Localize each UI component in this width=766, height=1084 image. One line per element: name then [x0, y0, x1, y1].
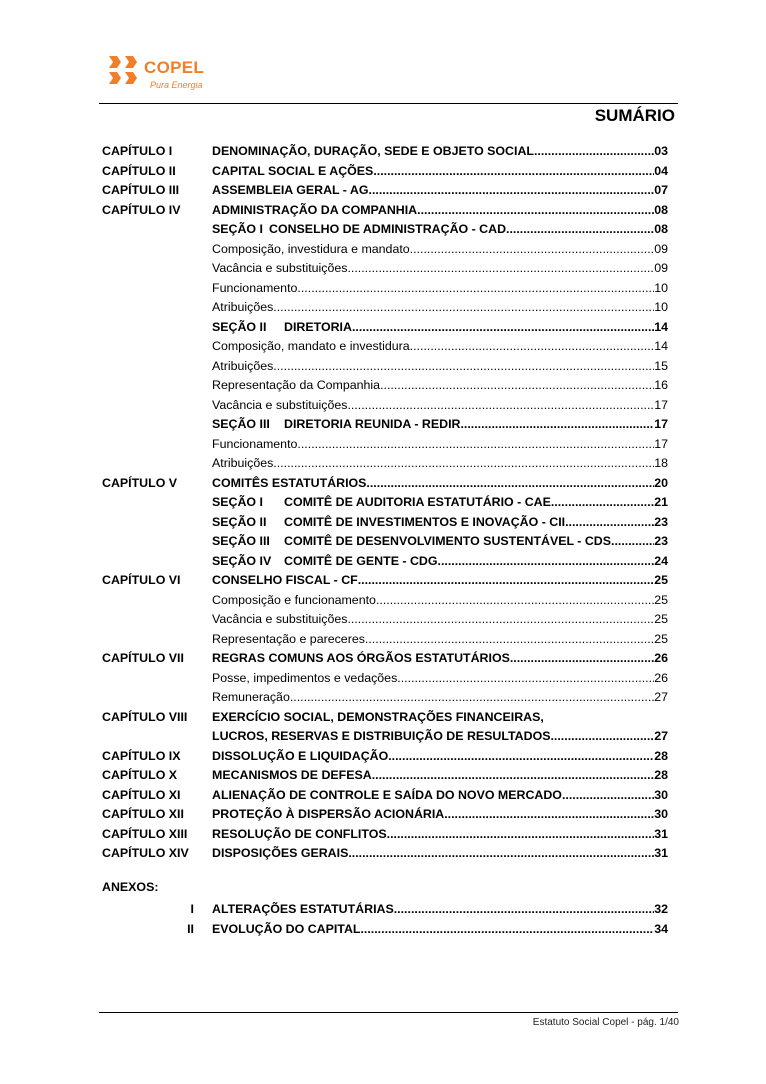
toc-label: DISPOSIÇÕES GERAIS [212, 846, 349, 860]
toc-label: Representação da Companhia [212, 378, 381, 392]
toc-page-number: 28 [654, 748, 668, 763]
anexo-label: EVOLUÇÃO DO CAPITAL [212, 921, 361, 936]
toc-page-number: 17 [654, 436, 668, 451]
anexo-label: ALTERAÇÕES ESTATUTÁRIAS [212, 902, 394, 916]
toc-chapter: CAPÍTULO X [102, 768, 178, 782]
toc-leader [376, 591, 654, 611]
toc-row [102, 396, 668, 416]
toc-page-number: 26 [654, 670, 668, 685]
toc-label: Composição e funcionamento [212, 592, 376, 607]
toc-leader [273, 298, 654, 318]
toc-page-number: 04 [654, 163, 668, 178]
toc-label: Funcionamento [212, 280, 298, 295]
toc-row [102, 708, 668, 728]
toc-page-number: 17 [654, 417, 668, 431]
toc-leader [506, 220, 654, 240]
anexo-page-number: 32 [654, 902, 668, 916]
toc-label: COMITÊ DE INVESTIMENTOS E INOVAÇÃO - CII [284, 514, 566, 529]
toc-label: DIRETORIA [284, 319, 352, 334]
toc-leader [372, 766, 654, 786]
toc-row [102, 532, 668, 552]
toc-label: PROTEÇÃO À DISPERSÃO ACIONÁRIA [212, 807, 445, 821]
toc-section-number: SEÇÃO I [212, 495, 263, 509]
toc-label: COMITÊ DE AUDITORIA ESTATUTÁRIO - CAE [284, 495, 551, 509]
toc-chapter: CAPÍTULO IV [102, 202, 181, 217]
toc-page-number: 28 [654, 768, 668, 782]
toc-row [102, 610, 668, 630]
table-of-contents [102, 142, 668, 864]
toc-page-number: 26 [654, 651, 668, 665]
toc-page-number: 18 [654, 456, 668, 470]
toc-leader [611, 532, 654, 552]
toc-chapter: CAPÍTULO V [102, 475, 178, 490]
toc-leader [380, 376, 654, 396]
toc-row [102, 571, 668, 591]
toc-label: Representação e pareceres [212, 631, 365, 646]
toc-leader [297, 279, 654, 299]
toc-page-number: 16 [654, 378, 668, 392]
toc-leader [438, 552, 655, 572]
toc-chapter: CAPÍTULO XIII [102, 826, 188, 841]
toc-page-number: 03 [654, 144, 668, 158]
toc-row [102, 337, 668, 357]
toc-label: COMITÊ DE GENTE - CDG [284, 553, 438, 568]
page-footer: Estatuto Social Copel - pág. 1/40 [532, 1017, 679, 1028]
anexo-row [102, 900, 668, 920]
toc-label: REGRAS COMUNS AOS ÓRGÃOS ESTATUTÁRIOS [212, 651, 510, 665]
toc-label: COMITÊS ESTATUTÁRIOS [212, 475, 367, 490]
brand-name: COPEL [144, 58, 205, 77]
toc-leader [347, 259, 654, 279]
toc-leader [373, 162, 654, 182]
anexo-number: II [187, 921, 194, 936]
toc-leader [562, 786, 654, 806]
toc-row [102, 844, 668, 864]
toc-label: Composição, mandato e investidura [212, 339, 410, 353]
toc-section-number: SEÇÃO II [212, 514, 267, 529]
toc-chapter: CAPÍTULO XII [102, 807, 184, 821]
toc-label: Posse, impedimentos e vedações [212, 670, 398, 685]
toc-section-number: SEÇÃO II [212, 319, 267, 334]
toc-page-number: 25 [654, 612, 668, 626]
toc-page-number: 14 [654, 339, 668, 353]
toc-label: MECANISMOS DE DEFESA [212, 768, 372, 782]
toc-leader [388, 747, 654, 767]
toc-leader [387, 825, 655, 845]
toc-page-number: 30 [654, 807, 668, 821]
toc-page-number: 23 [654, 514, 668, 529]
toc-label: DISSOLUÇÃO E LIQUIDAÇÃO [212, 748, 389, 763]
toc-label: DIRETORIA REUNIDA - REDIR [284, 417, 461, 431]
toc-label: COMITÊ DE DESENVOLVIMENTO SUSTENTÁVEL - CDS [284, 534, 612, 548]
toc-row [102, 376, 668, 396]
toc-page-number: 23 [654, 534, 668, 548]
toc-leader [417, 201, 654, 221]
toc-chapter: CAPÍTULO VII [102, 651, 184, 665]
toc-leader [551, 493, 654, 513]
toc-row [102, 649, 668, 669]
toc-leader [348, 844, 654, 864]
toc-page-number: 24 [654, 553, 668, 568]
toc-row [102, 415, 668, 435]
toc-label: CONSELHO DE ADMINISTRAÇÃO - CAD [269, 222, 507, 236]
toc-page-number: 27 [654, 690, 668, 704]
toc-page-number: 20 [654, 475, 668, 490]
toc-label: Vacância e substituições [212, 612, 348, 626]
toc-row [102, 279, 668, 299]
toc-leader [297, 435, 654, 455]
anexo-row [102, 920, 668, 940]
anexo-number: I [190, 902, 194, 916]
toc-row [102, 805, 668, 825]
toc-page-number: 31 [654, 846, 668, 860]
toc-row [102, 240, 668, 260]
toc-label: Composição, investidura e mandato [212, 241, 410, 256]
toc-row [102, 591, 668, 611]
toc-chapter: CAPÍTULO XIV [102, 846, 189, 860]
toc-chapter: CAPÍTULO VI [102, 573, 181, 587]
toc-page-number: 14 [654, 319, 668, 334]
toc-section-number: SEÇÃO III [212, 534, 270, 548]
toc-row [102, 669, 668, 689]
page-title: SUMÁRIO [594, 106, 675, 125]
toc-leader [365, 630, 654, 650]
toc-leader [410, 337, 655, 357]
toc-label: RESOLUÇÃO DE CONFLITOS [212, 826, 387, 841]
toc-leader [358, 571, 654, 591]
anexo-page-number: 34 [654, 921, 668, 936]
toc-leader [534, 142, 654, 162]
toc-page-number: 31 [654, 826, 668, 841]
toc-page-number: 15 [654, 358, 668, 373]
toc-page-number: 25 [654, 592, 668, 607]
toc-label: ASSEMBLEIA GERAL - AG [212, 183, 369, 197]
toc-leader [397, 669, 654, 689]
toc-row [102, 318, 668, 338]
toc-row [102, 493, 668, 513]
toc-leader [510, 649, 654, 669]
toc-page-number: 09 [654, 241, 668, 256]
toc-page-number: 21 [654, 495, 668, 509]
toc-section-number: SEÇÃO III [212, 417, 270, 431]
toc-page-number: 17 [654, 397, 668, 412]
toc-leader [550, 727, 654, 747]
toc-row [102, 259, 668, 279]
toc-label: EXERCÍCIO SOCIAL, DEMONSTRAÇÕES FINANCEIRAS, [212, 709, 544, 724]
bottom-divider [99, 1012, 678, 1013]
toc-page-number: 25 [654, 631, 668, 646]
toc-row [102, 201, 668, 221]
toc-label: Atribuições [212, 358, 274, 373]
toc-label: ADMINISTRAÇÃO DA COMPANHIA [212, 202, 418, 217]
toc-leader [565, 513, 654, 533]
anexos-heading: ANEXOS: [102, 880, 159, 894]
toc-row [102, 766, 668, 786]
toc-page-number: 10 [654, 280, 668, 295]
toc-page-number: 08 [654, 202, 668, 217]
brand-tagline: Pura Energia [150, 80, 203, 90]
toc-leader [273, 454, 654, 474]
top-divider [99, 103, 678, 104]
toc-page-number: 25 [654, 573, 668, 587]
toc-label: ALIENAÇÃO DE CONTROLE E SAÍDA DO NOVO MERCADO [212, 787, 562, 802]
toc-row [102, 454, 668, 474]
toc-leader [290, 688, 654, 708]
toc-label: Atribuições [212, 300, 274, 314]
toc-leader [369, 181, 655, 201]
toc-page-number: 07 [654, 183, 668, 197]
toc-section-number: SEÇÃO IV [212, 553, 272, 568]
toc-chapter: CAPÍTULO XI [102, 787, 181, 802]
toc-page-number: 30 [654, 787, 668, 802]
toc-row [102, 298, 668, 318]
toc-leader [347, 610, 654, 630]
toc-label: Vacância e substituições [212, 261, 348, 275]
toc-leader [352, 318, 654, 338]
toc-label: Atribuições [212, 456, 274, 470]
copel-logo [106, 54, 226, 96]
toc-page-number: 09 [654, 261, 668, 275]
toc-leader [347, 396, 654, 416]
toc-label: CONSELHO FISCAL - CF [212, 573, 358, 587]
toc-row [102, 162, 668, 182]
toc-label: Vacância e substituições [212, 397, 348, 412]
toc-label: DENOMINAÇÃO, DURAÇÃO, SEDE E OBJETO SOCIAL [212, 144, 534, 158]
toc-leader [360, 920, 654, 940]
toc-section-number: SEÇÃO I [212, 222, 263, 236]
toc-label: Remuneração [212, 690, 290, 704]
toc-row [102, 825, 668, 845]
toc-label: CAPITAL SOCIAL E AÇÕES [212, 163, 374, 178]
toc-page-number: 10 [654, 300, 668, 314]
toc-row [102, 142, 668, 162]
toc-chapter: CAPÍTULO I [102, 144, 173, 158]
toc-leader [273, 357, 654, 377]
toc-row [102, 220, 668, 240]
toc-row [102, 727, 668, 747]
toc-chapter: CAPÍTULO II [102, 163, 176, 178]
copel-logo-icon [106, 54, 140, 88]
toc-page-number: 27 [654, 729, 668, 743]
toc-row [102, 747, 668, 767]
toc-row [102, 552, 668, 572]
toc-leader [410, 240, 655, 260]
toc-label: Funcionamento [212, 436, 298, 451]
toc-row [102, 513, 668, 533]
toc-row [102, 435, 668, 455]
toc-leader [366, 474, 654, 494]
toc-row [102, 181, 668, 201]
toc-leader [444, 805, 654, 825]
toc-row [102, 357, 668, 377]
toc-chapter: CAPÍTULO VIII [102, 709, 188, 724]
toc-leader [394, 900, 654, 920]
toc-page-number: 08 [654, 222, 668, 236]
toc-row [102, 474, 668, 494]
toc-row [102, 630, 668, 650]
toc-chapter: CAPÍTULO III [102, 183, 180, 197]
toc-row [102, 688, 668, 708]
toc-leader [460, 415, 654, 435]
toc-label: LUCROS, RESERVAS E DISTRIBUIÇÃO DE RESULTADOS [212, 729, 551, 743]
toc-chapter: CAPÍTULO IX [102, 748, 181, 763]
toc-row [102, 786, 668, 806]
